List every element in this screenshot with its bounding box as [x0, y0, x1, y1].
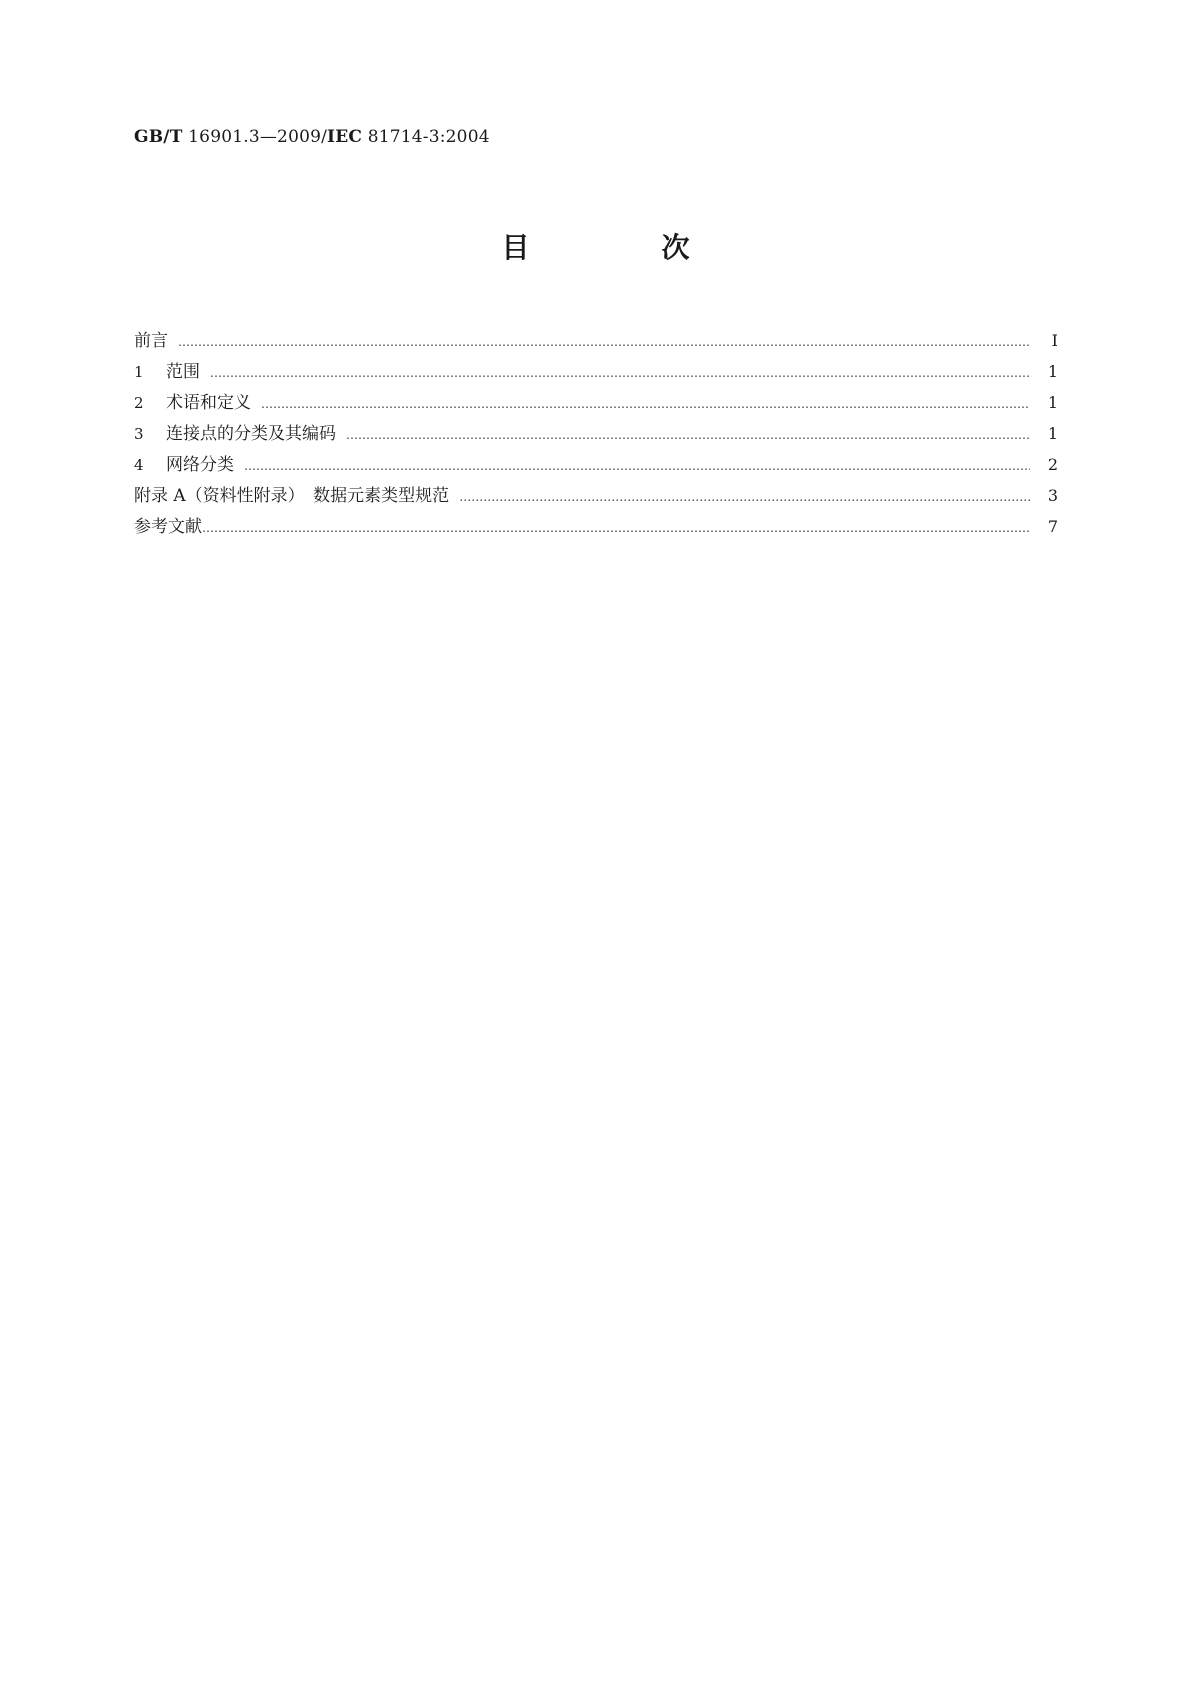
dot-leader	[346, 420, 1030, 451]
dot-leader	[261, 389, 1030, 420]
toc-entry-annex-a[interactable]	[134, 480, 1058, 511]
toc-entry-label: 附录 A（资料性附录） 数据元素类型规范	[134, 486, 450, 506]
toc-entry-page: 1	[1047, 424, 1058, 443]
toc-entry-number: 3	[134, 425, 144, 443]
dot-leader	[244, 451, 1030, 482]
dot-leader	[202, 513, 1030, 544]
toc-entry-page: 1	[1047, 362, 1058, 381]
iec-number: 81714-3:2004	[367, 127, 490, 147]
dot-leader	[459, 482, 1030, 513]
toc-entry-scope[interactable]	[134, 356, 1058, 387]
standard-header	[134, 127, 490, 147]
standard-number: 16901.3—2009/	[188, 127, 328, 147]
toc-entry-label: 前言	[134, 331, 168, 351]
standard-code: GB/T	[134, 127, 183, 147]
toc-entry-label: 参考文献	[134, 517, 202, 537]
toc-entry-label: 连接点的分类及其编码	[166, 424, 336, 444]
dot-leader	[210, 358, 1030, 389]
toc-entry-bibliography[interactable]	[134, 511, 1058, 542]
dot-leader	[178, 327, 1030, 358]
toc-entry-label: 范围	[166, 362, 200, 382]
toc-entry-page: 2	[1047, 455, 1058, 474]
iec-prefix: IEC	[327, 127, 363, 147]
page-title: 目 次	[501, 231, 742, 264]
toc-entry-page: 1	[1047, 393, 1058, 412]
toc-entry-label: 术语和定义	[166, 393, 251, 413]
toc-entry-preface[interactable]	[134, 325, 1058, 356]
toc-entry-page: 3	[1047, 486, 1058, 505]
table-of-contents	[134, 325, 1058, 542]
toc-entry-connection-points[interactable]	[134, 418, 1058, 449]
toc-entry-number: 4	[134, 456, 144, 474]
toc-entry-number: 2	[134, 394, 144, 412]
toc-entry-page: Ⅰ	[1051, 331, 1058, 350]
toc-entry-network-classification[interactable]	[134, 449, 1058, 480]
toc-entry-number: 1	[134, 363, 144, 381]
toc-entry-label: 网络分类	[166, 455, 234, 475]
toc-entry-terms[interactable]	[134, 387, 1058, 418]
toc-entry-page: 7	[1047, 517, 1058, 536]
